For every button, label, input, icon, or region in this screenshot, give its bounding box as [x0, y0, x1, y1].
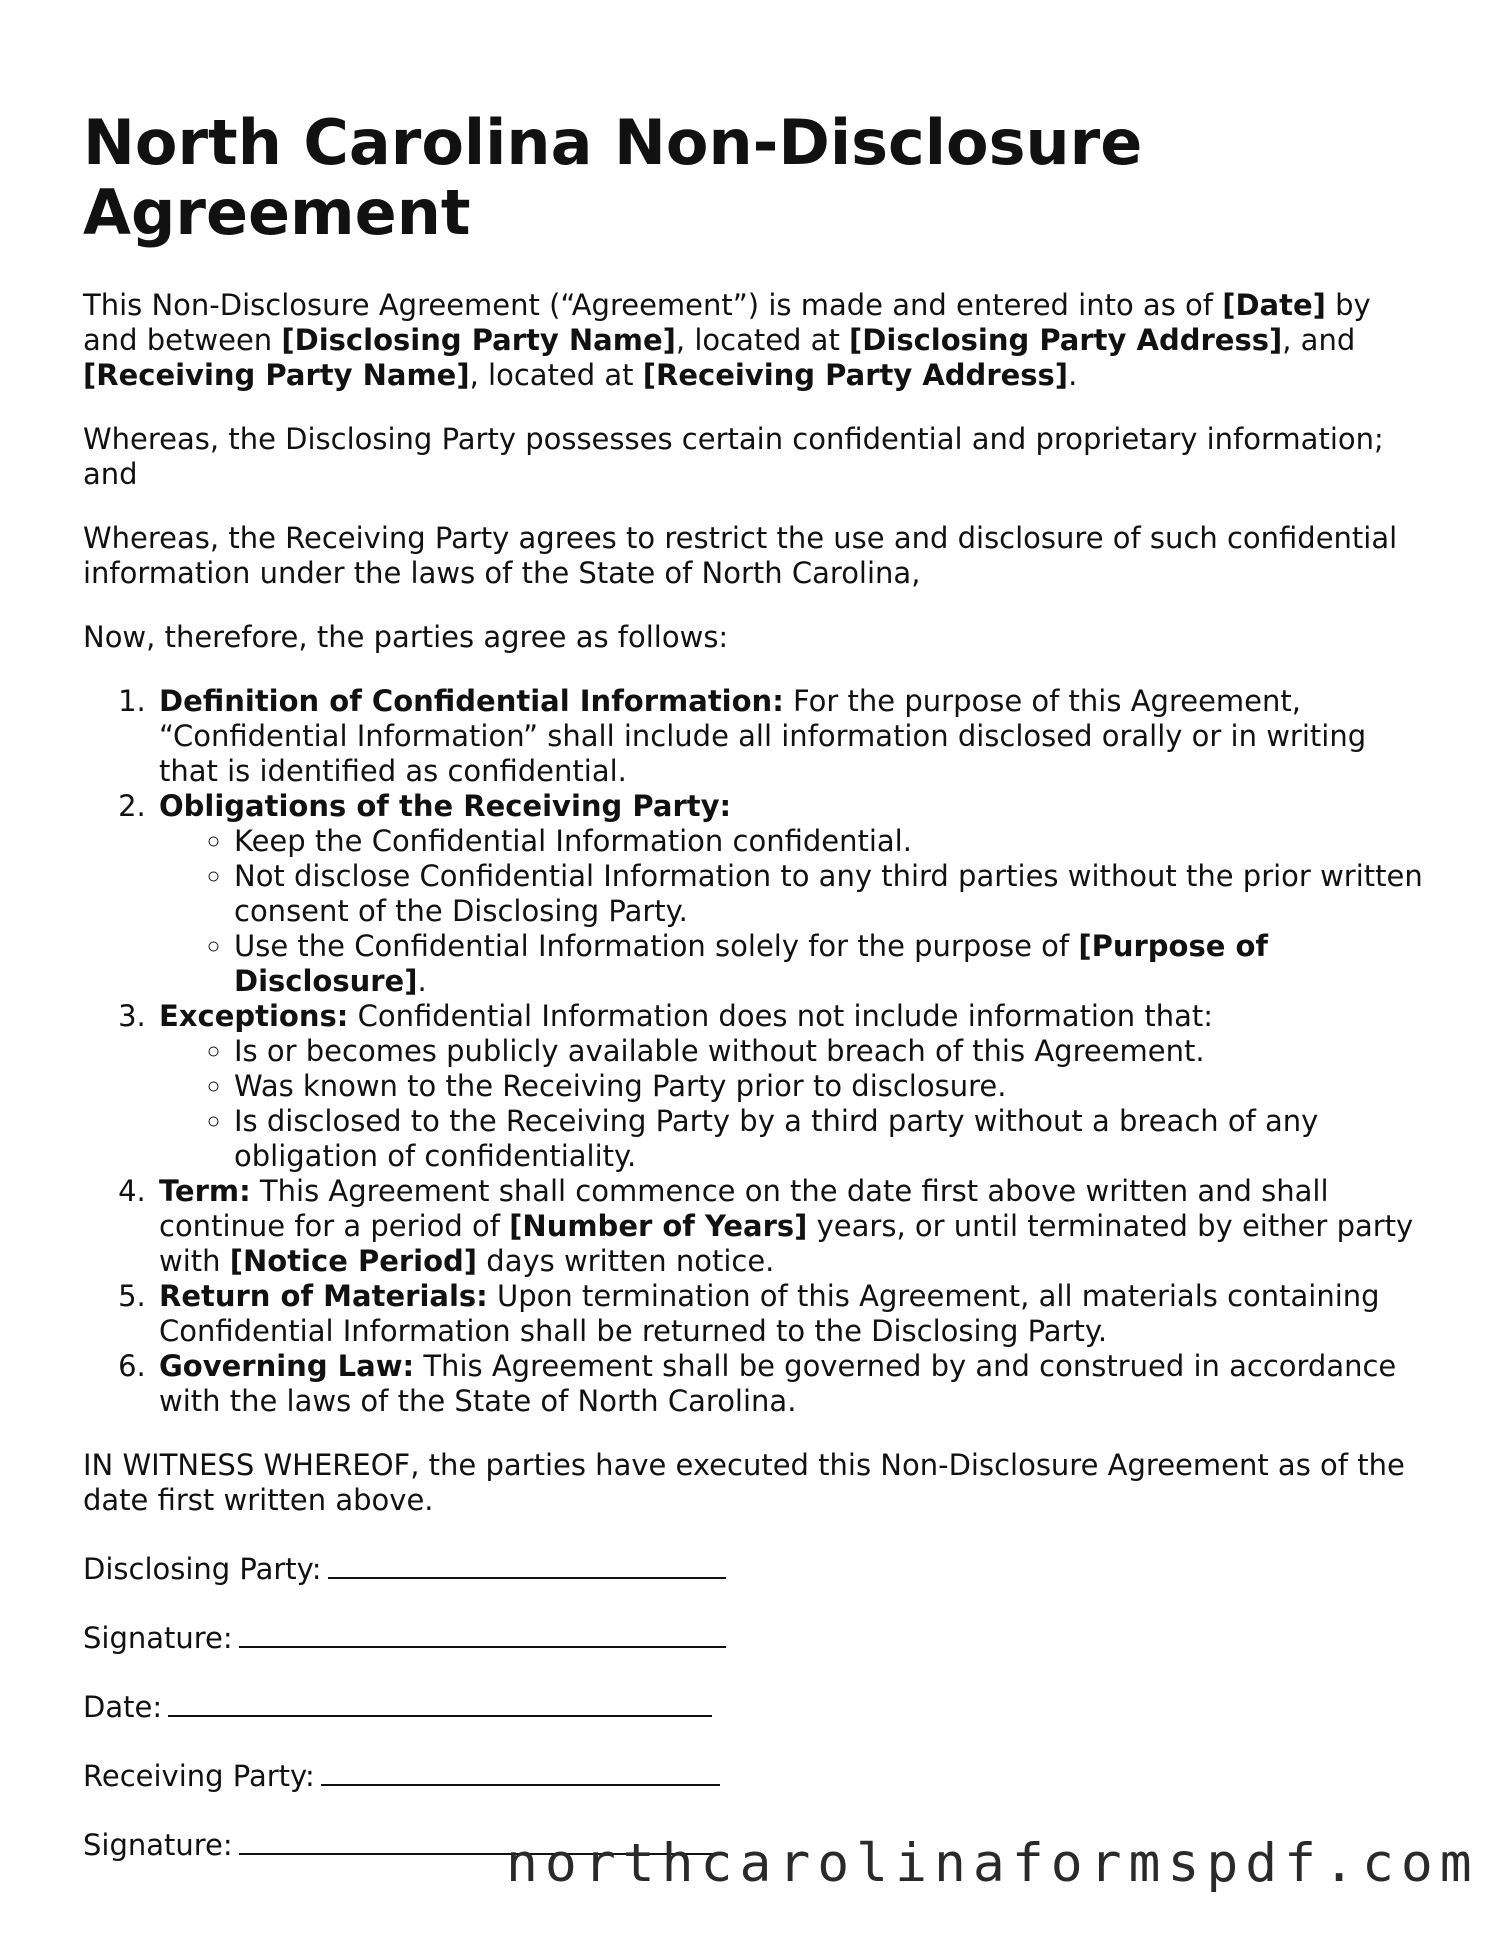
list-item: ◦ Was known to the Receiving Party prior to disclosure.: [234, 1069, 1423, 1104]
whereas-paragraph-2: Whereas, the Receiving Party agrees to restrict the use and disclosure of such confidential information under the laws of the State of North Carolina,: [83, 521, 1398, 590]
signature-blank-1[interactable]: [239, 1616, 726, 1648]
list-item: ◦ Is or becomes publicly available without breach of this Agreement.: [234, 1034, 1423, 1069]
notice-period-placeholder: [Notice Period]: [229, 1244, 478, 1278]
obligations-list: [159, 824, 1423, 999]
witness-paragraph: IN WITNESS WHEREOF, the parties have executed this Non-Disclosure Agreement as of the date first written above.: [83, 1448, 1405, 1517]
purpose-placeholder: [Purpose of Disclosure]: [234, 929, 1269, 998]
intro-paragraph: This Non-Disclosure Agreement (“Agreement”) is made and entered into as of [Date] by and between [Disclosing Party Name], located at [Disclosing Party Address], and [Receiving Party Name], located at [Receiving Party Address].: [83, 288, 1371, 392]
receiving-party-label: Receiving Party:: [83, 1759, 315, 1793]
watermark-text: northcarolinaformspdf.com: [506, 1833, 1479, 1894]
section-governing-law: 6. Governing Law: This Agreement shall be governed by and construed in accordance with the laws of the State of North Carolina.: [155, 1349, 1423, 1419]
section-definition: 1. Definition of Confidential Information: For the purpose of this Agreement, “Confidential Information” shall include all information disclosed orally or in writing that is identified as confidential.: [155, 684, 1423, 789]
signature-row-1: [83, 1616, 1423, 1656]
disclosing-party-label: Disclosing Party:: [83, 1552, 322, 1586]
terms-list: [83, 684, 1423, 1419]
receiving-party-address-placeholder: [Receiving Party Address]: [642, 358, 1069, 392]
document-body: [83, 108, 1423, 1863]
signature-label: Signature:: [83, 1621, 233, 1655]
date-row: [83, 1685, 1423, 1725]
now-therefore-paragraph: Now, therefore, the parties agree as follows:: [83, 620, 729, 654]
section-exceptions: 3. Exceptions: Confidential Information does not include information that: ◦ Is or becomes publicly available without breach of this Agreement. ◦ Was known to the Receiving Party prior to disclosure. ◦ Is disclosed to the Receiving Party by a third party without a breach of any obligation of confidentiality.: [155, 999, 1423, 1174]
exceptions-list: [159, 1034, 1423, 1174]
receiving-party-name-placeholder: [Receiving Party Name]: [83, 358, 470, 392]
date-label: Date:: [83, 1690, 163, 1724]
date-blank[interactable]: [168, 1685, 712, 1717]
disclosing-party-blank[interactable]: [328, 1547, 726, 1579]
list-item: ◦ Is disclosed to the Receiving Party by a third party without a breach of any obligation of confidentiality.: [234, 1104, 1423, 1174]
list-item: ◦ Keep the Confidential Information confidential.: [234, 824, 1423, 859]
whereas-paragraph-1: Whereas, the Disclosing Party possesses certain confidential and proprietary information; and: [83, 422, 1384, 491]
number-of-years-placeholder: [Number of Years]: [509, 1209, 808, 1243]
list-item: ◦ Use the Confidential Information solely for the purpose of [Purpose of Disclosure].: [234, 929, 1423, 999]
signature-label: Signature:: [83, 1828, 233, 1862]
list-item: ◦ Not disclose Confidential Information to any third parties without the prior written consent of the Disclosing Party.: [234, 859, 1423, 929]
page-title: North Carolina Non-Disclosure Agreement: [83, 106, 1143, 249]
receiving-party-row: [83, 1754, 1423, 1794]
section-obligations: 2. Obligations of the Receiving Party: ◦ Keep the Confidential Information confidential. ◦ Not disclose Confidential Information to any third parties without the prior written consent of the Disclosing Party. ◦ Use the Confidential Information solely for the purpose of [Purpose of Disclosure].: [155, 789, 1423, 999]
disclosing-party-name-placeholder: [Disclosing Party Name]: [281, 323, 676, 357]
receiving-party-blank[interactable]: [321, 1754, 720, 1786]
disclosing-party-address-placeholder: [Disclosing Party Address]: [849, 323, 1283, 357]
section-return-of-materials: 5. Return of Materials: Upon termination of this Agreement, all materials containing Confidential Information shall be returned to the Disclosing Party.: [155, 1279, 1423, 1349]
section-term: 4. Term: This Agreement shall commence on the date first above written and shall continue for a period of [Number of Years] years, or until terminated by either party with [Notice Period] days written notice.: [155, 1174, 1423, 1279]
disclosing-party-row: [83, 1547, 1423, 1587]
date-placeholder: [Date]: [1222, 288, 1326, 322]
